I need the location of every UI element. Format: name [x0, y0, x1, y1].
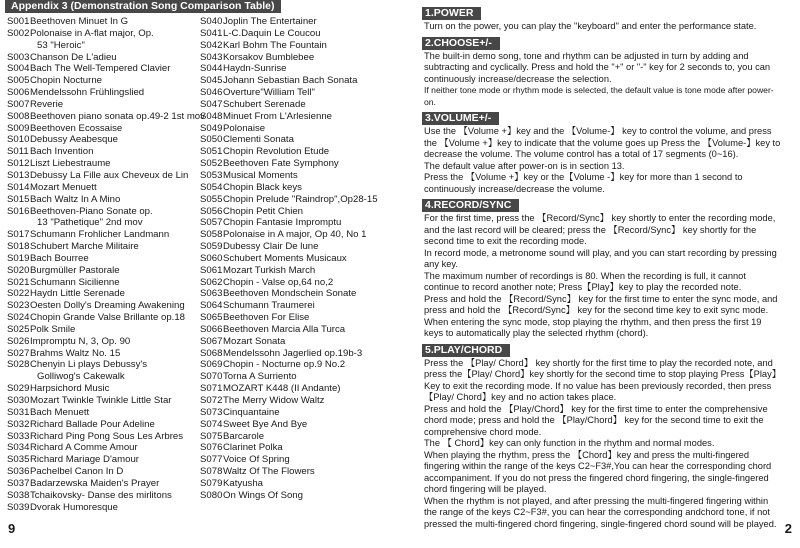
song-name: Beethoven Marcia Alla Turca [223, 323, 346, 335]
song-name: Chopin Prelude "Raindrop",Op28-15 [223, 193, 378, 205]
section-heading: 4.RECORD/SYNC [422, 199, 519, 212]
song-row [7, 371, 199, 383]
song-code: S010 [7, 134, 30, 146]
song-code: S019 [7, 252, 30, 264]
section-paragraph: For the first time, press the 【Record/Sync】 key shortly to enter the recording mode, and the last record will be cleared; press the 【Record/Sync】 key shortly for the second time to exit the recording mode. [424, 213, 776, 246]
song-code: S061 [200, 264, 223, 276]
song-name: Chopin - Valse op,64 no,2 [223, 276, 334, 288]
song-row [7, 16, 199, 28]
section-paragraph: Press the 【Play/ Chord】 key shortly for the first time to play the recorded note, and press the【Play/ Chord】key shortly for the second time to stop playing Press【Play】 Key to exit the recording mode. If no value has been previously recorded, then press 【Play/ Chord】key and no action takes place. [424, 357, 782, 402]
song-row [200, 419, 392, 431]
section-heading: 2.CHOOSE+/- [422, 37, 500, 50]
song-row [7, 146, 199, 158]
song-code: S059 [200, 241, 223, 253]
song-row [200, 111, 392, 123]
song-code: S014 [7, 181, 30, 193]
section-paragraph: Use the 【Volume +】key and the 【Volume-】 key to control the volume, and press the 【Volume +】key to indicate that the volume goes up Press the 【Volume-】key to decrease the volume. The volume control has a total of 17 segments (0~16). [424, 126, 781, 159]
song-name: Katyusha [223, 477, 264, 489]
song-name: Clementi Sonata [223, 134, 294, 146]
song-code: S051 [200, 146, 223, 158]
song-name: Richard A Comme Amour [30, 442, 138, 454]
song-name: Mozart Sonata [223, 335, 286, 347]
song-name: Mendelssohn Jagerlied op.19b-3 [223, 347, 363, 359]
song-name: Dvorak Humoresque [30, 501, 118, 513]
song-row [200, 383, 392, 395]
song-row [7, 431, 199, 443]
song-row [7, 158, 199, 170]
song-name: Beethoven For Elise [223, 312, 310, 324]
song-row [200, 229, 392, 241]
song-code: S006 [7, 87, 30, 99]
song-code: S011 [7, 146, 29, 158]
section-paragraph: If neither tone mode or rhythm mode is selected, the default value is tone mode after power-on. [424, 85, 774, 107]
song-name: Chopin Fantasie Impromptu [223, 217, 342, 229]
song-row [7, 52, 199, 64]
song-name: Karl Bohm The Fountain [223, 39, 327, 51]
appendix-title: Appendix 3 (Demonstration Song Comparison Table) [5, 0, 281, 13]
song-name: Sweet Bye And Bye [223, 418, 308, 430]
song-name: Badarzewska Maiden's Prayer [30, 477, 160, 489]
song-code: S030 [7, 395, 30, 406]
song-name: Polonaise in A-flat major, Op. [30, 27, 154, 39]
song-row [7, 324, 199, 336]
song-code: S023 [7, 300, 30, 312]
song-row [200, 123, 392, 135]
song-row [200, 63, 392, 75]
song-row [7, 75, 199, 87]
song-row [200, 217, 392, 229]
song-code: S066 [200, 323, 223, 335]
section-paragraph: When entering the sync mode, stop playing the rhythm, and then press the first 19 keys to automatically play the selected rhythm (chord). [424, 316, 762, 338]
song-code: S062 [200, 276, 223, 288]
song-column-2 [200, 16, 392, 502]
song-code: S039 [7, 501, 30, 513]
song-name: Mozart Turkish March [223, 264, 316, 276]
song-code: S080 [200, 489, 223, 501]
song-row [7, 170, 199, 182]
song-code: S041 [200, 27, 223, 39]
song-row [7, 348, 199, 360]
instruction-sections [402, 3, 782, 530]
section-paragraph: The built-in demo song, tone and rhythm can be adjusted in turn by adding and subtracting and cyclically. Press and hold the "+" or "-" key for 2 seconds to, you can continuously increase/decrease the selection. [424, 50, 771, 84]
song-row [200, 194, 392, 206]
song-code: S068 [200, 347, 223, 359]
song-name: Harpsichord Music [30, 383, 110, 395]
song-name: Schubert Moments Musicaux [223, 252, 347, 264]
song-row [200, 478, 392, 490]
song-name: Bach Invention [30, 146, 94, 158]
song-row [7, 277, 199, 289]
song-row [200, 395, 392, 407]
song-name: Polk Smile [30, 323, 76, 335]
song-code: S009 [7, 122, 30, 134]
section-paragraph: Press and hold the 【Play/Chord】 key for the first time to enter the comprehensive chord mode; press and hold the 【Play/Chord】 key for the second time to exit the comprehensive chord mode. [424, 403, 768, 437]
song-name: Brahms Waltz No. 15 [30, 347, 121, 359]
song-row [7, 229, 199, 241]
song-code: S003 [7, 51, 30, 63]
song-code: S005 [7, 75, 30, 87]
song-name: Richard Ballade Pour Adeline [30, 418, 155, 430]
song-code: S076 [200, 442, 223, 454]
song-name: Pachelbel Canon In D [30, 466, 124, 478]
song-name: Musical Moments [223, 169, 298, 181]
song-code: S025 [7, 323, 30, 335]
song-name: Richard Ping Pong Sous Les Arbres [30, 430, 184, 442]
song-row [7, 123, 199, 135]
song-code: S049 [200, 122, 223, 134]
song-code: S047 [200, 98, 223, 110]
song-name: Chanson De L'adieu [30, 51, 117, 63]
song-name: Waltz Of The Flowers [223, 466, 315, 478]
song-name: Schumann Frohlicher Landmann [30, 229, 170, 241]
song-code: S053 [200, 169, 223, 181]
song-code: S060 [200, 252, 223, 264]
song-row [200, 288, 392, 300]
song-name: Chopin Grande Valse Brillante op.18 [30, 312, 186, 324]
song-row [7, 99, 199, 111]
song-name: Liszt Liebestraume [30, 158, 111, 170]
song-name: Bach Bourree [30, 252, 89, 264]
song-code: S033 [7, 430, 30, 442]
song-name: The Merry Widow Waltz [223, 395, 325, 406]
section-heading: 5.PLAY/CHORD [422, 344, 510, 357]
song-row [200, 371, 392, 383]
song-name: Korsakov Bumblebee [223, 51, 315, 63]
song-code: S072 [200, 395, 223, 406]
song-row [200, 348, 392, 360]
song-code: S016 [7, 205, 30, 217]
song-row [7, 312, 199, 324]
song-name: Chopin Black keys [223, 181, 302, 193]
song-name: Mozart Twinkle Twinkle Little Star [30, 395, 172, 406]
song-row [200, 300, 392, 312]
song-row [200, 75, 392, 87]
section-heading: 3.VOLUME+/- [422, 112, 499, 125]
song-row [7, 134, 199, 146]
song-name: Haydn-Sunrise [223, 63, 287, 75]
song-code: S032 [7, 418, 30, 430]
song-row [7, 63, 199, 75]
song-code: S037 [7, 477, 30, 489]
song-code: S045 [200, 75, 223, 87]
song-row [7, 288, 199, 300]
song-row [200, 431, 392, 443]
song-code: S044 [200, 63, 223, 75]
song-name: Chopin Revolution Etude [223, 146, 330, 158]
song-name: Dubessy Clair De lune [223, 241, 319, 253]
section-paragraph: Press the 【Volume +】key or the【Volume -】key for more than 1 second to continuously increase/decrease the volume. [424, 172, 743, 194]
song-code: S013 [7, 169, 30, 181]
song-code: S031 [7, 406, 30, 418]
song-name: Debussy La Fille aux Cheveux de Lin [30, 169, 189, 181]
song-code: S064 [200, 300, 223, 312]
song-code: S015 [7, 193, 30, 205]
song-name: Chopin - Nocturne op.9 No.2 [223, 359, 346, 371]
section-paragraph: The 【 Chord】key can only function in the rhythm and normal modes. [424, 438, 715, 448]
section-paragraph: Press and hold the 【Record/Sync】 key for the first time to enter the sync mode, and press and hold the 【Record/Sync】 key for the second time key to exit sync mode. [424, 293, 778, 315]
song-name: Burgmüller Pastorale [30, 264, 120, 276]
song-row [7, 442, 199, 454]
song-name: Chenyin Li plays Debussy's [30, 359, 148, 371]
song-name: Barcarole [223, 430, 265, 442]
song-code: S054 [200, 181, 223, 193]
song-code: S056 [200, 205, 223, 217]
song-row [200, 87, 392, 99]
song-name: Bach The Well-Tempered Clavier [30, 63, 171, 75]
song-code: S038 [7, 489, 30, 501]
song-row [200, 454, 392, 466]
song-code: S052 [200, 158, 223, 170]
section-paragraph: When the rhythm is not played, and after pressing the multi-fingered fingering within the range of the keys C2~F3#, you can hear the corresponding andchord tone, if not pressed the multi-fingered chord fingering, single-fingered chord sound will be played. [424, 495, 777, 529]
song-code: S034 [7, 442, 30, 454]
song-row [200, 40, 392, 52]
song-name: L-C.Daquin Le Coucou [223, 27, 321, 39]
song-name: Bach Menuett [30, 406, 90, 418]
song-row [200, 253, 392, 265]
song-name: Tchaikovsky- Danse des mirlitons [30, 489, 172, 501]
song-row [7, 490, 199, 502]
left-page [0, 0, 393, 548]
song-code: S020 [7, 264, 30, 276]
song-name: Cinquantaine [223, 406, 280, 418]
song-name: Haydn Little Serenade [30, 288, 125, 300]
song-row [200, 336, 392, 348]
song-code: S069 [200, 359, 223, 371]
song-code: S050 [200, 134, 223, 146]
song-code: S012 [7, 158, 30, 170]
song-code: S040 [200, 16, 223, 27]
song-row [200, 134, 392, 146]
song-row [200, 490, 392, 502]
song-name: Mozart Menuett [30, 181, 97, 193]
song-row [200, 265, 392, 277]
song-name: Beethoven Ecossaise [30, 122, 123, 134]
song-row [7, 194, 199, 206]
song-name: Beethoven Mondschein Sonate [223, 288, 357, 300]
song-name: Bach Waltz In A Mino [30, 193, 121, 205]
song-code: S058 [200, 229, 223, 241]
page-number-right: 2 [784, 521, 792, 536]
song-row [7, 110, 205, 123]
song-row [200, 52, 392, 64]
song-row [200, 146, 392, 158]
song-row [7, 28, 199, 40]
song-code: S057 [200, 217, 223, 229]
song-code: S021 [7, 276, 30, 288]
song-code: S029 [7, 383, 30, 395]
song-row [7, 87, 199, 99]
song-code: S063 [200, 288, 223, 300]
song-name: Chopin Petit Chien [223, 205, 303, 217]
section-paragraph: When playing the rhythm, press the 【Chord】key and press the multi-fingered fingering within the range of the keys C2~F3#,You can hear the corresponding chord accompaniment. If you do not press the fingered chord fingering, the single-fingered chord fingering will be played. [424, 449, 772, 494]
song-row [7, 300, 199, 312]
song-row [7, 182, 199, 194]
song-row [200, 170, 392, 182]
song-name: Beethoven piano sonata op.49-2 1st mov [30, 110, 205, 122]
song-row [7, 241, 199, 253]
song-name: Joplin The Entertainer [223, 16, 317, 27]
section-heading: 1.POWER [422, 7, 481, 20]
song-code: S065 [200, 312, 223, 324]
right-page [402, 0, 800, 548]
song-code: S071 [200, 383, 223, 395]
song-name: Beethoven Fate Symphony [223, 158, 339, 170]
song-row [200, 277, 392, 289]
song-row [200, 442, 392, 454]
song-name: Polonaise [223, 122, 266, 134]
song-row [200, 312, 392, 324]
song-row [200, 466, 392, 478]
song-row [200, 158, 392, 170]
song-row [7, 265, 199, 277]
song-code: S043 [200, 51, 223, 63]
song-name: MOZART K448 (II Andante) [223, 383, 341, 395]
song-code: S075 [200, 430, 223, 442]
song-row [7, 502, 199, 514]
song-name: Clarinet Polka [223, 442, 283, 454]
song-name: Richard Mariage D'amour [30, 454, 140, 466]
song-code: S042 [200, 39, 223, 51]
song-code: S077 [200, 454, 223, 466]
song-name: Mendelssohn Frühlingslied [30, 87, 145, 99]
song-row [200, 407, 392, 419]
song-code: S048 [200, 110, 223, 122]
song-code: S074 [200, 418, 223, 430]
song-row [7, 359, 199, 371]
song-name: Schubert Marche Militaire [30, 241, 139, 253]
song-row [7, 407, 199, 419]
song-name: Torna A Surriento [223, 371, 297, 383]
song-code: S036 [7, 466, 30, 478]
song-name: Oesten Dolly's Dreaming Awakening [30, 300, 185, 312]
song-row [7, 217, 199, 229]
song-row [7, 40, 199, 52]
song-name: Beethoven-Piano Sonate op. [30, 205, 153, 217]
song-code: S073 [200, 406, 223, 418]
song-code: S024 [7, 312, 30, 324]
song-code: S022 [7, 288, 30, 300]
song-code: S055 [200, 193, 223, 205]
song-name: Chopin Nocturne [30, 75, 102, 87]
section-paragraph: The default value after power-on is in section 13. [424, 160, 625, 171]
song-name: On Wings Of Song [223, 489, 303, 501]
song-code: S070 [200, 371, 223, 383]
song-row [7, 466, 199, 478]
song-code: S028 [7, 359, 30, 371]
song-row [200, 182, 392, 194]
song-name: 53 "Heroic" [37, 39, 85, 51]
song-row [200, 16, 392, 28]
song-code: S017 [7, 229, 30, 241]
song-code: S002 [7, 27, 30, 39]
song-name: Golliwog's Cakewalk [37, 371, 125, 383]
song-row [200, 241, 392, 253]
section-paragraph: In record mode, a metronome sound will play, and you can start recording by pressing any key. [424, 247, 777, 269]
song-name: Debussy Aeabesque [30, 134, 119, 146]
song-row [200, 206, 392, 218]
song-code: S026 [7, 335, 30, 347]
section-paragraph: The maximum number of recordings is 80. When the recording is full, it cannot continue to record another note; Press【Play】key to play the recorded note. [424, 270, 746, 292]
song-name: Impromptu N, 3, Op. 90 [30, 335, 131, 347]
song-name: Polonaise in A major, Op 40, No 1 [223, 229, 367, 241]
song-code: S001 [7, 16, 30, 27]
page-number-left: 9 [8, 521, 16, 536]
song-code: S018 [7, 241, 30, 253]
song-code: S035 [7, 454, 30, 466]
song-name: Beethoven Minuet In G [30, 16, 129, 27]
song-row [200, 99, 392, 111]
song-row [7, 206, 199, 218]
song-row [7, 383, 199, 395]
song-code: S027 [7, 347, 30, 359]
song-row [7, 454, 199, 466]
song-row [7, 478, 199, 490]
song-code: S008 [7, 110, 30, 122]
song-name: Schubert Serenade [223, 98, 306, 110]
song-code: S078 [200, 466, 223, 478]
song-name: Minuet From L'Arlesienne [223, 110, 333, 122]
song-row [7, 253, 199, 265]
song-row [200, 28, 392, 40]
song-name: Schumann Sicilienne [30, 276, 120, 288]
song-name: Overture"William Tell" [223, 87, 315, 99]
song-row [7, 336, 199, 348]
song-code: S007 [7, 98, 30, 110]
song-name: 13 "Pathetique" 2nd mov [37, 217, 143, 229]
song-name: Schumann Traumerei [223, 300, 315, 312]
song-column-1 [7, 16, 205, 513]
song-code: S004 [7, 63, 30, 75]
song-row [200, 324, 392, 336]
song-code: S079 [200, 477, 223, 489]
song-code: S067 [200, 335, 223, 347]
song-row [7, 395, 199, 407]
song-name: Johann Sebastian Bach Sonata [223, 75, 358, 87]
song-name: Reverie [30, 98, 64, 110]
song-code: S046 [200, 87, 223, 99]
song-name: Voice Of Spring [223, 454, 290, 466]
section-paragraph: Turn on the power, you can play the "keyboard" and enter the performance state. [424, 21, 757, 31]
song-row [7, 419, 199, 431]
song-row [200, 359, 392, 371]
